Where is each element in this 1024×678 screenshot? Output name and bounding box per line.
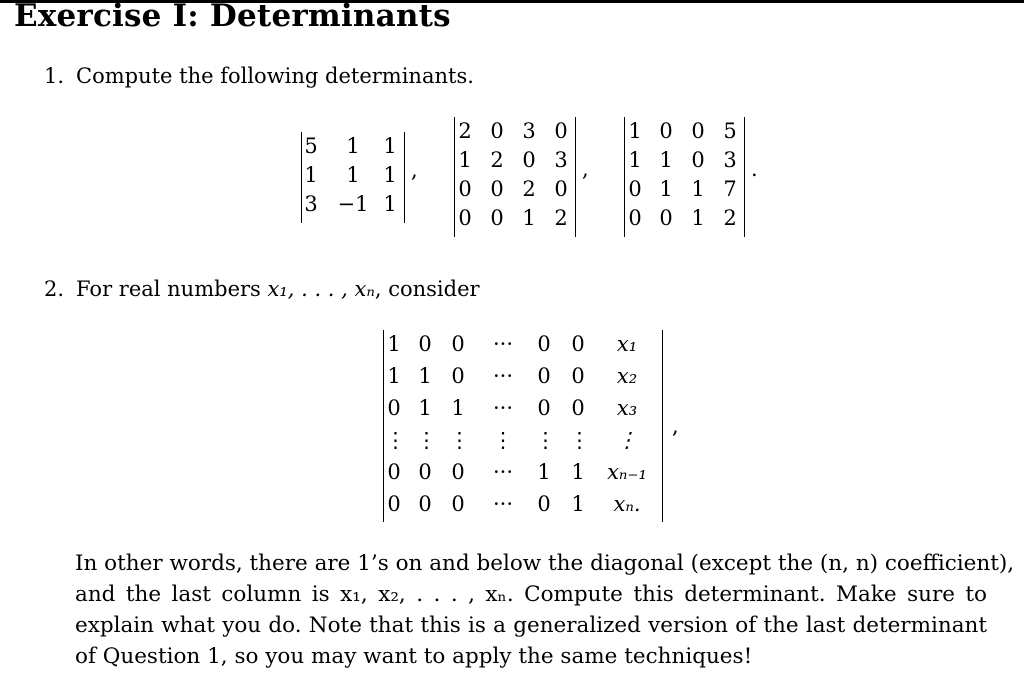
matrix-entry: 1 xyxy=(522,206,536,230)
matrix-entry: 1 xyxy=(628,119,642,143)
matrix-entry: 2 xyxy=(723,206,737,230)
question-2-variables: x₁, . . . , xₙ xyxy=(267,277,375,301)
matrix-entry: 5 xyxy=(723,119,737,143)
question-1-text: Compute the following determinants. xyxy=(76,64,474,88)
matrix-entry: 0 xyxy=(490,119,504,143)
matrix-entry: ⋮ xyxy=(569,428,590,452)
determinant-bar-right xyxy=(662,330,663,522)
question-2-text xyxy=(76,277,480,301)
matrix-entry: 0 xyxy=(537,364,551,388)
matrix-entry: x₂ xyxy=(616,364,638,388)
paragraph-line: In other words, there are 1’s on and below the diagonal (except the (n, n) coefficient), xyxy=(75,551,1015,576)
question-2-text-prefix: For real numbers xyxy=(76,277,268,301)
matrix-entry: 1 xyxy=(571,492,585,516)
matrix-entry: 1 xyxy=(418,364,432,388)
matrix-entry: 0 xyxy=(628,206,642,230)
determinant-bar-left xyxy=(301,132,302,223)
matrix-entry: 2 xyxy=(522,177,536,201)
matrix-entry: 7 xyxy=(723,177,737,201)
matrix-entry: 0 xyxy=(522,148,536,172)
determinant-3 xyxy=(624,117,745,237)
matrix-entry: 1 xyxy=(418,396,432,420)
matrix-entry: xₙ. xyxy=(613,492,641,516)
question-2-paragraph xyxy=(75,548,1015,672)
matrix-entry: 0 xyxy=(387,460,401,484)
page-title: Exercise I: Determinants xyxy=(14,0,451,34)
matrix-entry: 1 xyxy=(383,163,397,187)
matrix-entry: 5 xyxy=(304,134,318,158)
matrix-entry: 0 xyxy=(571,332,585,356)
matrix-entry: 2 xyxy=(554,206,568,230)
matrix-entry: 3 xyxy=(304,192,318,216)
matrix-entry: 1 xyxy=(383,192,397,216)
matrix-entry: 0 xyxy=(387,492,401,516)
matrix-entry: 0 xyxy=(537,396,551,420)
matrix-entry: 3 xyxy=(554,148,568,172)
matrix-entry: 0 xyxy=(537,332,551,356)
determinant-1 xyxy=(301,132,405,223)
matrix-entry: 1 xyxy=(691,177,705,201)
matrix-entry: 1 xyxy=(346,163,360,187)
matrix-entry: 1 xyxy=(346,134,360,158)
determinant-bar-right xyxy=(575,117,576,237)
matrix-entry: 1 xyxy=(304,163,318,187)
matrix-entry: 0 xyxy=(418,492,432,516)
determinant-2 xyxy=(454,117,576,237)
determinant-separator: , xyxy=(411,157,418,182)
determinant-bar-right xyxy=(404,132,405,223)
matrix-entry: 0 xyxy=(458,206,472,230)
matrix-entry: ⋮ xyxy=(616,428,638,452)
matrix-entry: ⋮ xyxy=(535,428,556,452)
matrix-entry: 0 xyxy=(659,206,673,230)
matrix-entry: 1 xyxy=(628,148,642,172)
matrix-entry: 0 xyxy=(458,177,472,201)
determinant-separator: , xyxy=(672,414,679,438)
matrix-entry: 0 xyxy=(418,460,432,484)
matrix-entry: 1 xyxy=(691,206,705,230)
matrix-entry: ⋮ xyxy=(416,428,437,452)
matrix-entry: 0 xyxy=(571,364,585,388)
matrix-entry: 0 xyxy=(571,396,585,420)
matrix-entry: ⋮ xyxy=(385,428,406,452)
matrix-entry: 0 xyxy=(554,177,568,201)
determinant-separator: , xyxy=(582,157,589,181)
matrix-entry: ··· xyxy=(492,332,514,356)
matrix-entry: 0 xyxy=(691,119,705,143)
matrix-entry: 1 xyxy=(451,396,465,420)
question-2-number: 2. xyxy=(44,277,65,301)
matrix-entry: 0 xyxy=(418,332,432,356)
matrix-entry: 0 xyxy=(628,177,642,201)
matrix-entry: 0 xyxy=(659,119,673,143)
paragraph-line: of Question 1, so you may want to apply the same techniques! xyxy=(75,644,753,669)
matrix-entry: 0 xyxy=(387,396,401,420)
matrix-entry: 0 xyxy=(451,364,465,388)
determinant-bar-right xyxy=(744,117,745,237)
question-2-text-suffix: , consider xyxy=(374,277,480,301)
matrix-entry: 3 xyxy=(522,119,536,143)
matrix-entry: 1 xyxy=(458,148,472,172)
matrix-entry: 3 xyxy=(723,148,737,172)
matrix-entry: ··· xyxy=(492,492,514,516)
matrix-entry: x₁ xyxy=(616,332,638,356)
matrix-entry: 0 xyxy=(451,492,465,516)
matrix-entry: ··· xyxy=(492,460,514,484)
matrix-entry: ⋮ xyxy=(449,428,470,452)
matrix-entry: 1 xyxy=(659,148,673,172)
matrix-entry: −1 xyxy=(337,192,369,216)
matrix-entry: 1 xyxy=(387,364,401,388)
matrix-entry: 1 xyxy=(571,460,585,484)
matrix-entry: 0 xyxy=(490,206,504,230)
matrix-entry: 1 xyxy=(383,134,397,158)
matrix-entry: 1 xyxy=(659,177,673,201)
matrix-entry: xₙ₋₁ xyxy=(607,460,647,484)
matrix-entry: 0 xyxy=(451,460,465,484)
paragraph-line: explain what you do. Note that this is a generalized version of the last determinant xyxy=(75,613,987,638)
matrix-entry: ··· xyxy=(492,396,514,420)
matrix-entry: x₃ xyxy=(616,396,638,420)
matrix-entry: 2 xyxy=(490,148,504,172)
generalized-determinant xyxy=(383,330,663,522)
matrix-entry: 1 xyxy=(537,460,551,484)
matrix-entry: 0 xyxy=(691,148,705,172)
matrix-entry: ··· xyxy=(492,364,514,388)
matrix-entry: 1 xyxy=(387,332,401,356)
matrix-entry: 0 xyxy=(537,492,551,516)
matrix-entry: ⋮ xyxy=(492,428,514,452)
paragraph-line: and the last column is x₁, x₂, . . . , xₙ. Compute this determinant. Make sure to xyxy=(75,582,987,607)
matrix-entry: 2 xyxy=(458,119,472,143)
matrix-entry: 0 xyxy=(451,332,465,356)
determinant-separator: . xyxy=(751,157,758,181)
determinant-bar-left xyxy=(383,330,384,522)
matrix-entry: 0 xyxy=(490,177,504,201)
question-1-number: 1. xyxy=(44,64,65,88)
matrix-entry: 0 xyxy=(554,119,568,143)
